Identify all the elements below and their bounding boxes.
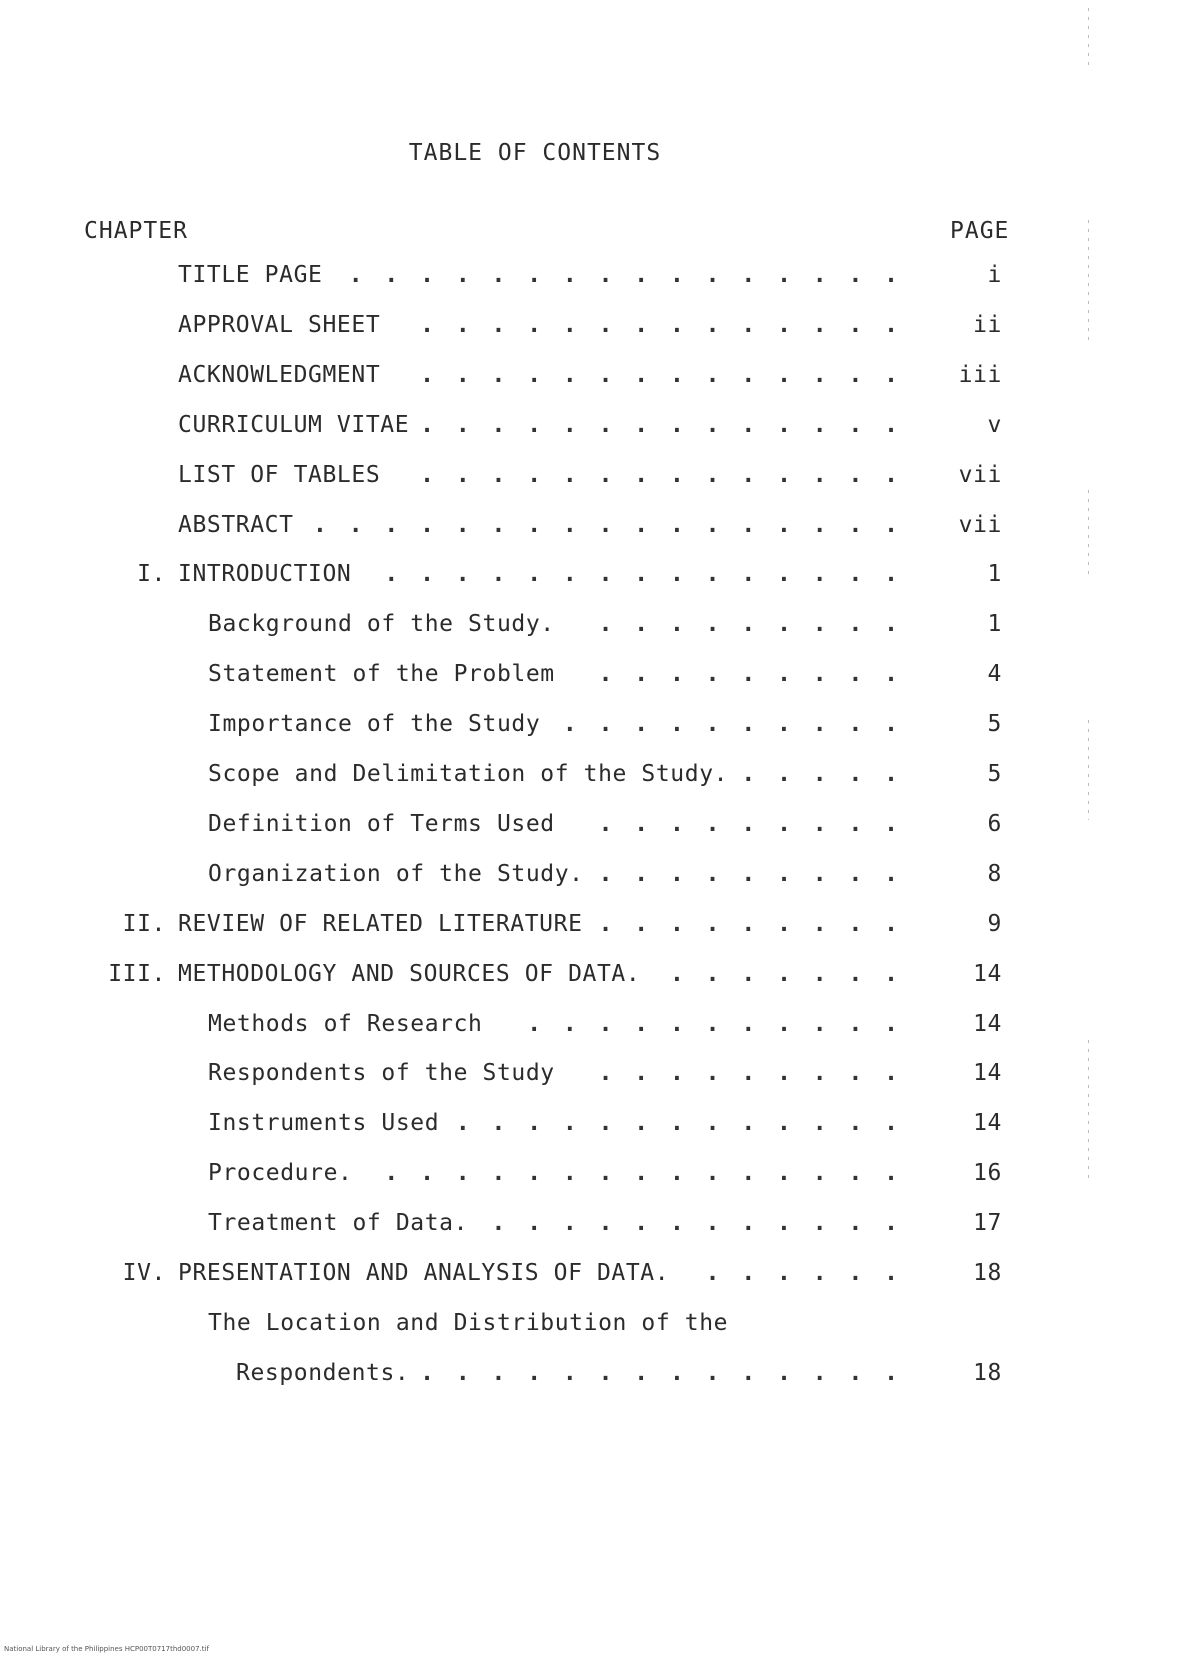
toc-page-number: 18 [973,1260,1002,1286]
dot-leader: . . . . . . . . . . . . . . [420,362,902,388]
toc-entry [0,512,1186,552]
toc-entry-title: Definition of Terms Used [208,811,555,837]
toc-page-number: 1 [987,611,1002,637]
toc-page-number: 5 [987,711,1002,737]
toc-page-number: 14 [973,1110,1002,1136]
toc-entry [0,1310,1186,1350]
toc-entry [0,861,1186,901]
dot-leader: . . . . . . . . . . . . . . . [384,561,902,587]
toc-entry [0,462,1186,502]
toc-entry-title: INTRODUCTION [178,561,352,587]
toc-entry-title: APPROVAL SHEET [178,312,381,338]
toc-entry [0,811,1186,851]
toc-entry [0,262,1186,302]
toc-page-number: vii [958,512,1002,538]
dot-leader: . . . . . . . [669,961,902,987]
dot-leader: . . . . . . . . . . . . . . [420,462,902,488]
toc-entry-title: LIST OF TABLES [178,462,381,488]
toc-page-number: 14 [973,961,1002,987]
toc-entry [0,711,1186,751]
dot-leader: . . . . . . . . . [598,911,902,937]
dot-leader: . . . . . . . . . [598,1060,902,1086]
toc-page-number: 5 [987,761,1002,787]
toc-entry-title: ABSTRACT [178,512,294,538]
toc-entry-title: Background of the Study. [208,611,555,637]
toc-entry-title: METHODOLOGY AND SOURCES OF DATA. [178,961,641,987]
toc-page-number: v [987,412,1002,438]
toc-entry-title: Scope and Delimitation of the Study. [208,761,729,787]
dot-leader: . . . . . . . . . . . . . [455,1110,902,1136]
toc-page-number: 1 [987,561,1002,587]
toc-entry [0,911,1186,951]
dot-leader: . . . . . . . . . [598,811,902,837]
toc-entry-title: Instruments Used [208,1110,440,1136]
toc-entry-title: Respondents of the Study [208,1060,555,1086]
toc-entry [0,661,1186,701]
toc-entry [0,561,1186,601]
dot-leader: . . . . . [741,761,902,787]
toc-entry [0,312,1186,352]
dot-leader: . . . . . . . . . . . . . . . [384,1160,902,1186]
toc-page-number: ii [973,312,1002,338]
toc-page-number: 8 [987,861,1002,887]
toc-entry-title: PRESENTATION AND ANALYSIS OF DATA. [178,1260,670,1286]
toc-entry-title: CURRICULUM VITAE [178,412,410,438]
toc-page-number: 9 [987,911,1002,937]
dot-leader: . . . . . . . . . . . [527,1011,902,1037]
chapter-number: II. [122,911,166,937]
chapter-column-header: CHAPTER [84,218,188,244]
dot-leader: . . . . . . . . . [598,661,902,687]
toc-entry-title: Treatment of Data. [208,1210,469,1236]
dot-leader: . . . . . . . . . [598,611,902,637]
dot-leader: . . . . . . . . . . [562,711,902,737]
toc-entry [0,1011,1186,1051]
toc-page-number: 16 [973,1160,1002,1186]
toc-entry [0,1110,1186,1150]
toc-page-number: 14 [973,1060,1002,1086]
toc-page-number: vii [958,462,1002,488]
toc-entry [0,761,1186,801]
page-title: TABLE OF CONTENTS [408,140,662,166]
dot-leader: . . . . . . . . . . . . . . [420,412,902,438]
toc-entry-title: REVIEW OF RELATED LITERATURE [178,911,583,937]
toc-entry [0,1060,1186,1100]
dot-leader: . . . . . . . . . . . . . . [420,312,902,338]
toc-entry [0,362,1186,402]
toc-entry [0,1160,1186,1200]
toc-entry-title: Procedure. [208,1160,353,1186]
toc-entry [0,611,1186,651]
toc-entry-title: Importance of the Study [208,711,541,737]
toc-entry [0,1360,1186,1400]
chapter-number: III. [108,961,166,987]
toc-entry-title: Organization of the Study. [208,861,584,887]
toc-entry-title: Respondents. [236,1360,410,1386]
toc-page-number: 18 [973,1360,1002,1386]
toc-entry-title: Methods of Research [208,1011,483,1037]
toc-page-number: 6 [987,811,1002,837]
toc-entry-title: Statement of the Problem [208,661,555,687]
toc-page-number: 14 [973,1011,1002,1037]
toc-page-number: iii [958,362,1002,388]
chapter-number: I. [137,561,166,587]
toc-entry [0,1210,1186,1250]
toc-page-number: 17 [973,1210,1002,1236]
toc-entry [0,961,1186,1001]
page-column-header: PAGE [950,218,1010,244]
dot-leader: . . . . . . [705,1260,902,1286]
dot-leader: . . . . . . . . . . . . . . . . . [313,512,902,538]
dot-leader: . . . . . . . . . . . . . . [420,1360,902,1386]
footer-caption: National Library of the Philippines HCP00T0717thd0007.tif [4,1645,209,1653]
dot-leader: . . . . . . . . . . . . . . . . [348,262,902,288]
toc-entry [0,412,1186,452]
toc-page-number: i [987,262,1002,288]
toc-entry-title: TITLE PAGE [178,262,323,288]
dot-leader: . . . . . . . . . . . . [491,1210,902,1236]
chapter-number: IV. [122,1260,166,1286]
toc-entry-title: The Location and Distribution of the [208,1310,729,1336]
toc-entry-title: ACKNOWLEDGMENT [178,362,381,388]
dot-leader: . . . . . . . . . [598,861,902,887]
toc-page-number: 4 [987,661,1002,687]
toc-entry [0,1260,1186,1300]
scan-edge-mark [1088,8,1089,68]
